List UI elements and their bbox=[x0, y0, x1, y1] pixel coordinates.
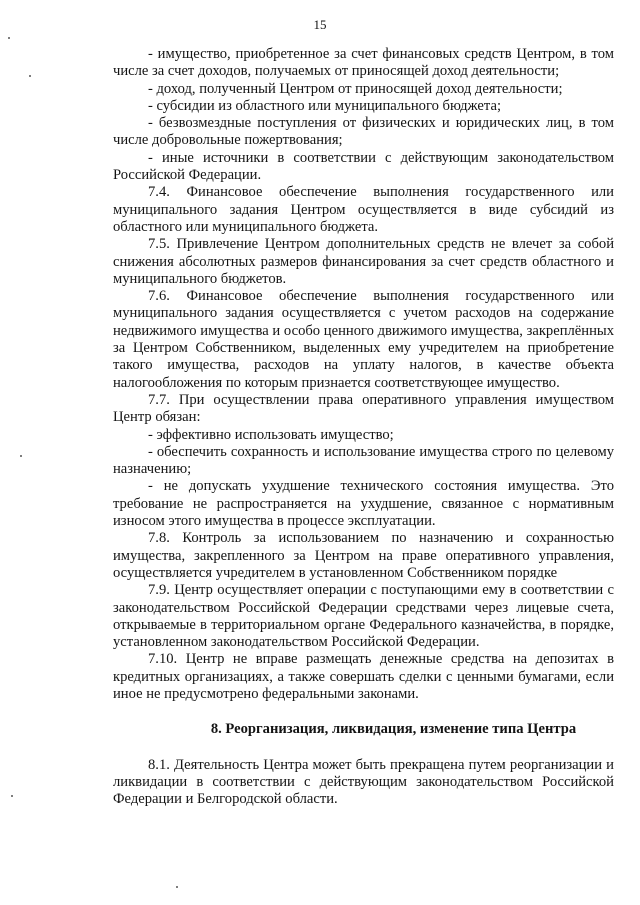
document-body bbox=[113, 46, 614, 808]
paragraph: 7.4. Финансовое обеспечение выполнения государственного или муниципального задания Центром осуществляется в виде субсидий из областного или муниципального бюджета. bbox=[113, 184, 614, 235]
scan-speck bbox=[176, 886, 178, 888]
paragraph: - обеспечить сохранность и использование имущества строго по целевому назначению; bbox=[113, 443, 614, 478]
paragraph: 7.8. Контроль за использованием по назначению и сохранностью имущества, закрепленного за Центром на праве оперативного управления, осуществляется учредителем в установленном Собственником порядке bbox=[113, 530, 614, 581]
paragraph: - субсидии из областного или муниципального бюджета; bbox=[148, 97, 501, 114]
scan-speck bbox=[29, 75, 31, 77]
paragraph: 7.7. При осуществлении права оперативного управления имуществом Центр обязан: bbox=[113, 391, 614, 426]
scan-speck bbox=[20, 455, 22, 457]
section-heading: 8. Реорганизация, ликвидация, изменение типа Центра bbox=[210, 721, 577, 738]
page-number: 15 bbox=[313, 17, 327, 32]
paragraph: 7.9. Центр осуществляет операции с поступающими ему в соответствии с законодательством Российской Федерации средствами через лицевые счета, открываемые в территориальном органе Федерального казначейства, в порядке, установленном законодательством Российской Федерации. bbox=[113, 582, 614, 651]
paragraph: 7.5. Привлечение Центром дополнительных средств не влечет за собой снижения абсолютных размеров финансирования за счет средств областного и муниципального бюджетов. bbox=[113, 236, 614, 287]
section-8-paragraphs bbox=[113, 757, 614, 809]
paragraph: - доход, полученный Центром от приносящей доход деятельности; bbox=[148, 80, 563, 97]
paragraph: - иные источники в соответствии с действующим законодательством Российской Федерации. bbox=[113, 149, 614, 184]
section-7-paragraphs bbox=[113, 46, 614, 703]
paragraph: 7.10. Центр не вправе размещать денежные средства на депозитах в кредитных организациях, а также совершать сделки с ценными бумагами, если иное не предусмотрено федеральными законами. bbox=[113, 651, 614, 702]
paragraph: 8.1. Деятельность Центра может быть прекращена путем реорганизации и ликвидации в соответствии с действующим законодательством Российской Федерации и Белгородской области. bbox=[113, 756, 614, 808]
paragraph: - безвозмездные поступления от физических и юридических лиц, в том числе добровольные пожертвования; bbox=[113, 115, 614, 149]
paragraph: - не допускать ухудшение технического состояния имущества. Это требование не распространяется на ухудшение, связанное с нормативным износом этого имущества в процессе эксплуатации. bbox=[113, 478, 614, 530]
scan-speck bbox=[8, 37, 10, 39]
paragraph: - имущество, приобретенное за счет финансовых средств Центром, в том числе за счет доходов, получаемых от приносящей доход деятельности; bbox=[113, 46, 614, 80]
paragraph: - эффективно использовать имущество; bbox=[148, 426, 394, 443]
paragraph: 7.6. Финансовое обеспечение выполнения государственного или муниципального задания осуществляется с учетом расходов на содержание недвижимого имущества и особо ценного движимого имущества, закреплённых за Центром Собственником, выделенных ему учредителем на приобретение такого имущества, расходов на уплату налогов, в качестве объекта налогообложения по которым признается соответствующее имущество. bbox=[113, 288, 614, 391]
scan-speck bbox=[11, 795, 13, 797]
